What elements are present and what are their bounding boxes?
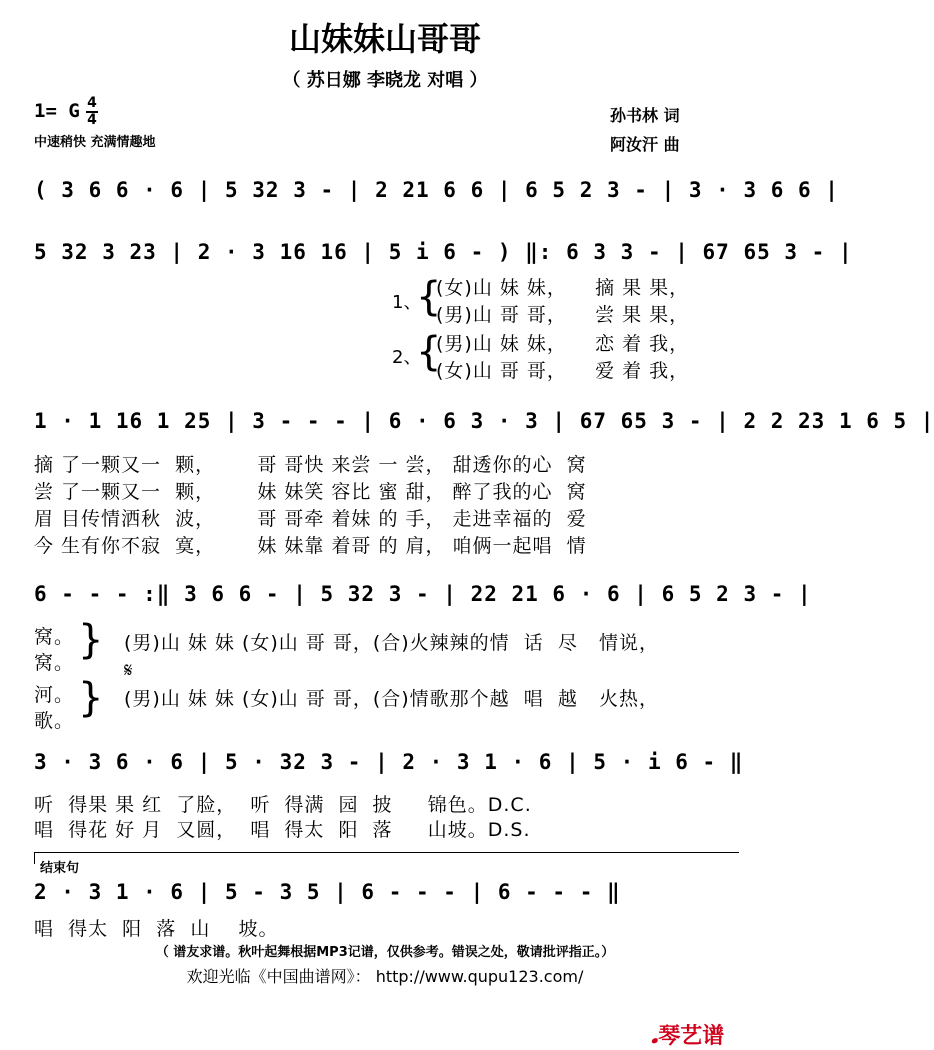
lyric-line: 今 生有你不寂 寞， 妹 妹靠 着哥 的 肩， 咱俩一起唱 情: [34, 535, 587, 557]
tempo-marking: 中速稍快 充满情趣地: [34, 135, 156, 150]
ending-bracket-left: [34, 852, 35, 864]
time-sig-bottom: 4: [87, 112, 97, 128]
key-signature: 1= G: [34, 100, 80, 122]
end-word: 河。: [34, 684, 75, 706]
logo-text: 琴艺谱: [658, 1024, 725, 1049]
lyric-line: 唱 得太 阳 落 山 坡。: [34, 918, 279, 940]
end-word: 窝。: [34, 652, 75, 674]
verse2-line-b: (女)山 哥 哥， 爱 着 我，: [436, 360, 690, 382]
verse1-line-b: (男)山 哥 哥， 尝 果 果，: [436, 304, 690, 326]
score-line-2: 5 32 3 23 | 2 · 3 16 16 | 5 i 6 - ) ‖: 6 3 3 - | 67 65 3 - |: [34, 240, 853, 264]
end-word: 歌。: [34, 710, 75, 732]
lyric-line: 眉 目传情洒秋 波， 哥 哥牵 着妹 的 手， 走进幸福的 爱: [34, 508, 587, 530]
score-line-5: 3 · 3 6 · 6 | 5 · 32 3 - | 2 · 3 1 · 6 | 5 · i 6 - ‖: [34, 750, 744, 774]
score-line-3: 1 · 1 16 1 25 | 3 - - - | 6 · 6 3 · 3 | 67 65 3 - | 2 2 23 1 6 5 |: [34, 409, 934, 433]
composer-credit: 阿汝汗 曲: [610, 135, 680, 154]
score-line-4: 6 - - - :‖ 3 6 6 - | 5 32 3 - | 22 21 6 · 6 | 6 5 2 3 - |: [34, 582, 812, 606]
lyric-line: 摘 了一颗又一 颗， 哥 哥快 来尝 一 尝， 甜透你的心 窝: [34, 454, 587, 476]
verse2-brace: {: [416, 329, 442, 375]
site-credit: 欢迎光临《中国曲谱网》： http://www.qupu123.com/: [186, 967, 584, 986]
verse2-number: 2、: [392, 347, 422, 368]
verse1-brace: {: [416, 274, 442, 320]
verse1-line-a: (女)山 妹 妹， 摘 果 果，: [436, 277, 690, 299]
lyric-line: 听 得果 果 红 了脸， 听 得满 园 披 锦色。D.C.: [34, 794, 532, 816]
lyricist-credit: 孙书林 词: [610, 106, 680, 125]
end-word: 窝。: [34, 626, 75, 648]
ending-bracket: [34, 852, 739, 853]
chorus-line-1: (男)山 妹 妹 (女)山 哥 哥，(合)火辣辣的情 话 尽 情说，: [124, 632, 659, 654]
verse2-line-a: (男)山 妹 妹， 恋 着 我，: [436, 333, 690, 355]
lyric-line: 尝 了一颗又一 颗， 妹 妹笑 容比 蜜 甜， 醉了我的心 窝: [34, 481, 587, 503]
ending-label: 结束句: [40, 861, 80, 876]
song-title: 山妹妹山哥哥: [288, 20, 481, 58]
chorus-brace: }: [78, 675, 104, 721]
logo-icon: 𝅘: [651, 1024, 659, 1049]
score-line-6: 2 · 3 1 · 6 | 5 - 3 5 | 6 - - - | 6 - - - ‖: [34, 880, 621, 904]
lyric-line: 唱 得花 好 月 又圆， 唱 得太 阳 落 山坡。D.S.: [34, 819, 531, 841]
verse1-number: 1、: [392, 292, 422, 313]
segno-icon: 𝄋: [124, 658, 133, 682]
chorus-line-2: (男)山 妹 妹 (女)山 哥 哥，(合)情歌那个越 唱 越 火热，: [124, 688, 659, 710]
time-signature: [86, 96, 98, 128]
logo: [636, 994, 724, 1050]
score-line-1: ( 3 6 6 · 6 | 5 32 3 - | 2 21 6 6 | 6 5 2 3 - | 3 · 3 6 6 |: [34, 178, 839, 202]
footnote: （ 谱友求谱。秋叶起舞根据MP3记谱，仅供参考。错误之处，敬请批评指正。）: [155, 945, 615, 960]
time-sig-top: 4: [87, 95, 97, 111]
chorus-brace: }: [78, 617, 104, 663]
song-subtitle: （ 苏日娜 李晓龙 对唱 ）: [282, 70, 488, 91]
